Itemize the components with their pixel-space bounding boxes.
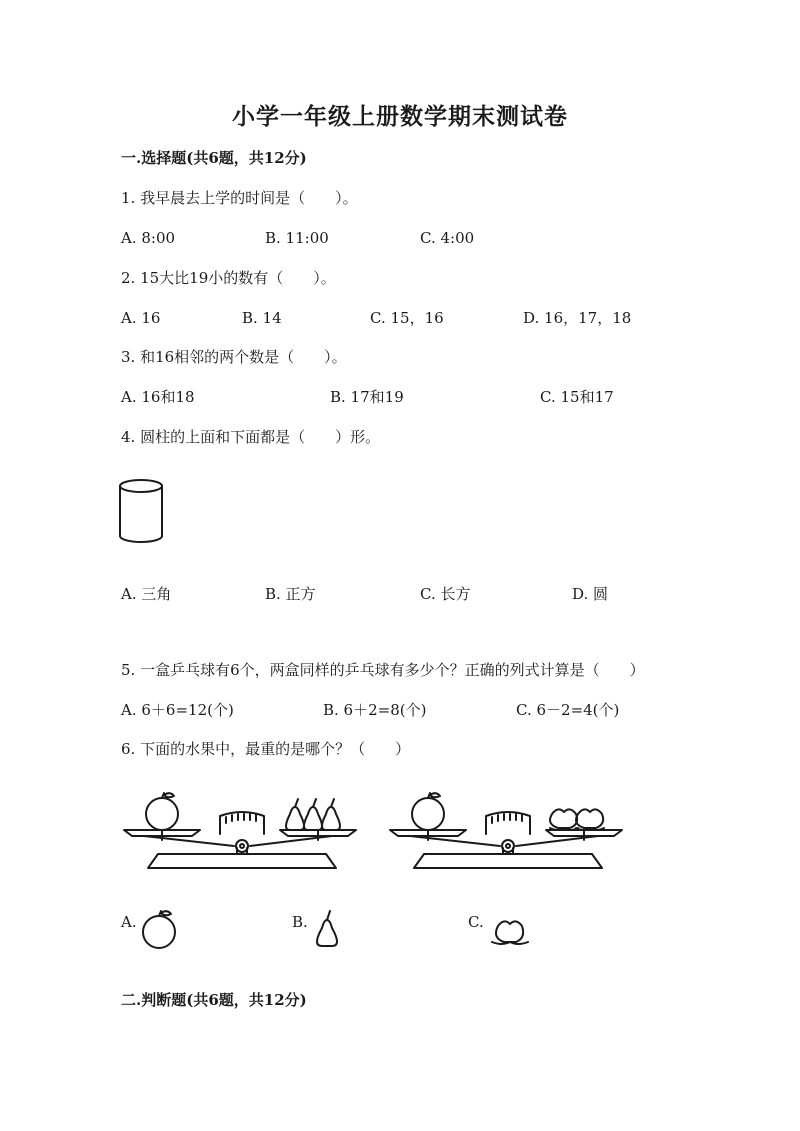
option-a: A. 16: [121, 309, 161, 327]
question-stem: 3. 和16相邻的两个数是（ ）。: [121, 348, 347, 366]
option-b: B. 11:00: [265, 229, 329, 247]
option-b: B. 6＋2=8(个): [323, 701, 427, 719]
option-d: D. 16，17，18: [523, 309, 632, 327]
cylinder-figure: [118, 478, 168, 544]
option-b: B. 17和19: [330, 388, 404, 406]
balance-scale-apple-pears: [122, 790, 360, 872]
option-b: B. 正方: [265, 585, 316, 603]
option-c: C. 4:00: [420, 229, 475, 247]
option-a: A. 6＋6=12(个): [121, 701, 234, 719]
option-b: B. 14: [242, 309, 282, 327]
apple-icon: [138, 908, 184, 950]
question-stem: 6. 下面的水果中，最重的是哪个？（ ）: [121, 740, 411, 758]
option-b: B.: [292, 913, 308, 931]
option-c: C. 15和17: [540, 388, 614, 406]
question-stem: 1. 我早晨去上学的时间是（ ）。: [121, 189, 358, 207]
section-heading: 二.判断题(共6题，共12分): [121, 991, 307, 1009]
pear-icon: [310, 908, 344, 950]
option-a: A. 8:00: [121, 229, 176, 247]
question-stem: 5. 一盒乒乓球有6个，两盒同样的乒乓球有多少个？正确的列式计算是（ ）: [121, 661, 645, 679]
option-c: C. 6－2=4(个): [516, 701, 620, 719]
question-stem: 2. 15大比19小的数有（ ）。: [121, 269, 336, 287]
option-a: A.: [121, 913, 137, 931]
option-c: C.: [468, 913, 484, 931]
balance-scale-apple-peaches: [388, 790, 626, 872]
option-a: A. 16和18: [121, 388, 195, 406]
option-d: D. 圆: [572, 585, 609, 603]
option-a: A. 三角: [121, 585, 172, 603]
option-c: C. 15，16: [370, 309, 444, 327]
question-stem: 4. 圆柱的上面和下面都是（ ）形。: [121, 428, 381, 446]
option-c: C. 长方: [420, 585, 471, 603]
page-title: 小学一年级上册数学期末测试卷: [232, 103, 568, 130]
peach-icon: [488, 912, 532, 948]
section-heading: 一.选择题(共6题，共12分): [121, 149, 307, 167]
